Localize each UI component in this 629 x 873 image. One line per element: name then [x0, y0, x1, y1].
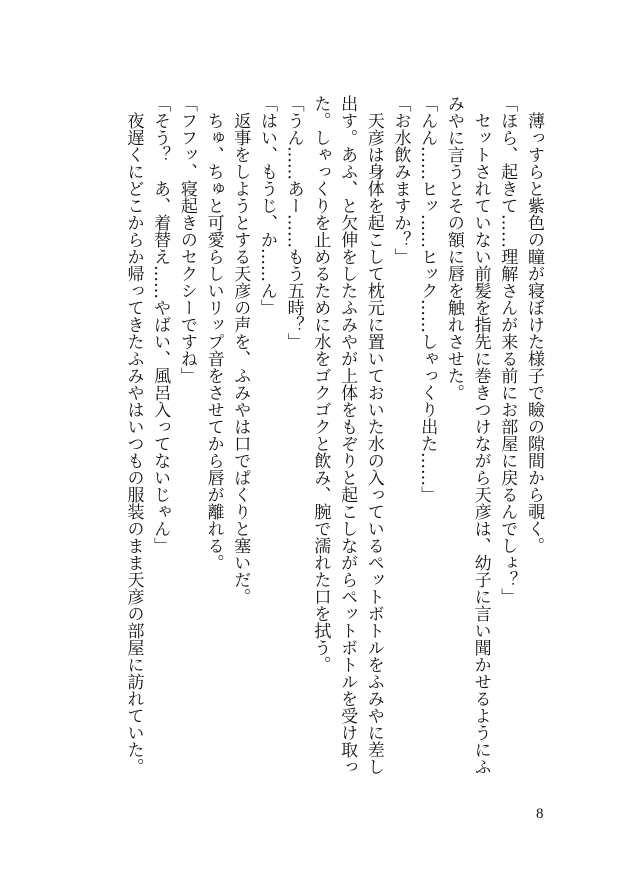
text-line-11: 「はい、もうじ、か……ん」 [256, 95, 277, 316]
text-line-8: 出す。あふ、と欠伸をしたふみやが上体をもぞりと起こしながらペットボトルを受け取っ [337, 95, 358, 775]
text-line-6: 「お水飲みますか？」 [390, 95, 411, 265]
text-line-1: 薄っすらと紫色の瞳が寝ぼけた様子で瞼の隙間から覗く。 [524, 95, 544, 554]
text-line-9: た。しゃっくりを止めるために水をゴクゴクと飲み、腕で濡れた口を拭う。 [310, 95, 331, 673]
text-line-12: 返事をしようとする天彦の声を、ふみやは口でぱくりと塞いだ。 [230, 95, 251, 605]
text-line-13: ちゅ、ちゅと可愛らしいリップ音をさせてから唇が離れる。 [203, 95, 224, 571]
text-line-2: 「ほら、起きて……理解さんが来る前にお部屋に戻るんでしょ？」 [497, 95, 518, 605]
vertical-text-body [120, 95, 547, 815]
page-number: 8 [536, 806, 544, 822]
text-line-3: セットされていない前髪を指先に巻きつけながら天彦は、幼子に言い聞かせるようにふ [470, 95, 491, 775]
text-line-16: 夜遅くにどこからか帰ってきたふみやはいつもの服装のまま天彦の部屋に訪れていた。 [123, 95, 144, 775]
text-line-14: 「フフッ、寝起きのセクシーですね」 [176, 95, 197, 384]
text-line-4: みやに言うとその額に唇を触れさせた。 [443, 95, 464, 401]
text-line-15: 「そう？ あ、着替え……やばい、風呂入ってないじゃん」 [150, 95, 171, 554]
text-line-7: 天彦は身体を起こして枕元に置いておいた水の入っているペットボトルをふみやに差し [363, 95, 384, 775]
text-line-10: 「うん……あー……もう五時？」 [283, 95, 304, 350]
text-line-5: 「んん……ヒッ……ヒック……しゃっくり出た……」 [417, 95, 438, 503]
